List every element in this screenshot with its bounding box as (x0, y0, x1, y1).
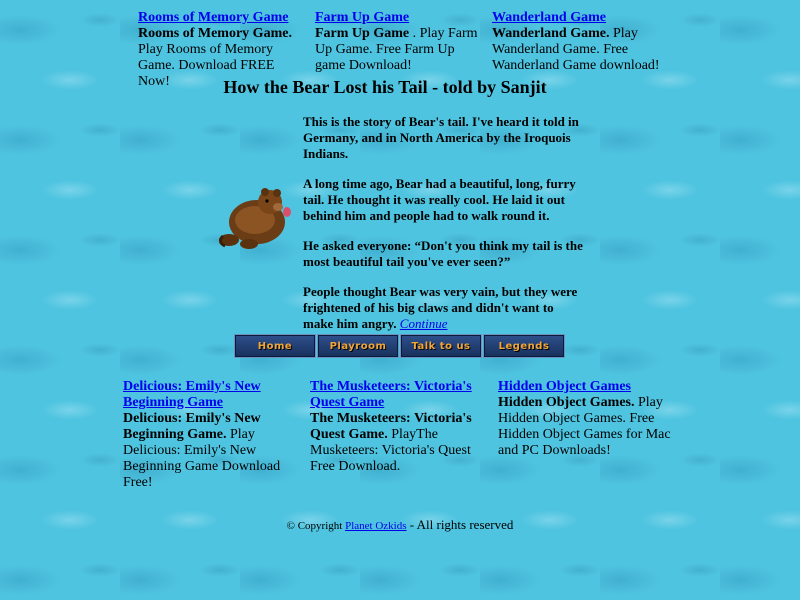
top-game-2 (315, 10, 483, 74)
bottom-game-1-desc: Play Delicious: Emily's New Beginning Game Download Free! (123, 427, 281, 490)
bottom-game-2 (310, 379, 492, 475)
copyright-text: © Copyright (286, 520, 343, 532)
bottom-game-3-bold: Hidden Object Games. (498, 395, 635, 410)
story-paragraph: This is the story of Bear's tail. I've heard it told in Germany, and in North America by the Iroquois Indians. (303, 114, 579, 161)
top-game-1-bold: Rooms of Memory Game. (138, 26, 292, 41)
nav-bar (235, 335, 564, 357)
story-paragraph: A long time ago, Bear had a beautiful, long, furry tail. He thought it was really cool. He laid it out behind him and people had to walk round it. (303, 176, 576, 223)
continue-link[interactable]: Continue (399, 316, 448, 331)
footer (0, 517, 800, 533)
top-game-1-desc: Play Rooms of Memory Game. Download FREE Now! (138, 42, 275, 89)
planet-ozkids-link[interactable]: Planet Ozkids (345, 520, 407, 532)
story-title: How the Bear Lost his Tail - told by Sanjit (223, 77, 547, 97)
bear-image (215, 180, 295, 255)
top-game-3-link[interactable]: Wanderland Game (492, 10, 606, 25)
bottom-game-1 (123, 379, 303, 491)
story-paragraph: He asked everyone: “Don't you think my tail is the most beautiful tail you've ever seen?” (303, 238, 583, 269)
bottom-game-3-link[interactable]: Hidden Object Games (498, 379, 631, 394)
nav-home-button[interactable]: Home (235, 335, 315, 357)
bottom-game-2-link[interactable]: The Musketeers: Victoria's Quest Game (310, 379, 472, 410)
top-game-2-desc: . Play Farm Up Game. Free Farm Up game Download! (315, 26, 478, 73)
top-game-2-link[interactable]: Farm Up Game (315, 10, 410, 25)
bottom-game-2-desc: PlayThe Musketeers: Victoria's Quest Free Download. (310, 427, 471, 474)
bottom-game-1-link[interactable]: Delicious: Emily's New Beginning Game (123, 379, 261, 410)
bottom-game-3-desc: Play Hidden Object Games. Free Hidden Object Games for Mac and PC Downloads! (498, 395, 671, 458)
story-paragraph-text: People thought Bear was very vain, but they were frightened of his big claws and didn't want to make him angry. (303, 284, 578, 331)
nav-playroom-button[interactable]: Playroom (318, 335, 398, 357)
top-game-3 (492, 10, 660, 74)
top-game-3-bold: Wanderland Game. (492, 26, 610, 41)
top-game-2-bold: Farm Up Game (315, 26, 410, 41)
rights-text: - All rights reserved (406, 517, 514, 532)
bottom-game-2-bold: The Musketeers: Victoria's Quest Game. (310, 411, 472, 442)
top-game-1-link[interactable]: Rooms of Memory Game (138, 10, 289, 25)
story-text (303, 114, 583, 346)
bottom-game-3 (498, 379, 683, 459)
bottom-game-1-bold: Delicious: Emily's New Beginning Game. (123, 411, 261, 442)
story-paragraph-last (303, 284, 583, 332)
top-game-3-desc: Play Wanderland Game. Free Wanderland Game download! (492, 26, 660, 73)
nav-talk-to-us-button[interactable]: Talk to us (401, 335, 481, 357)
nav-legends-button[interactable]: Legends (484, 335, 564, 357)
